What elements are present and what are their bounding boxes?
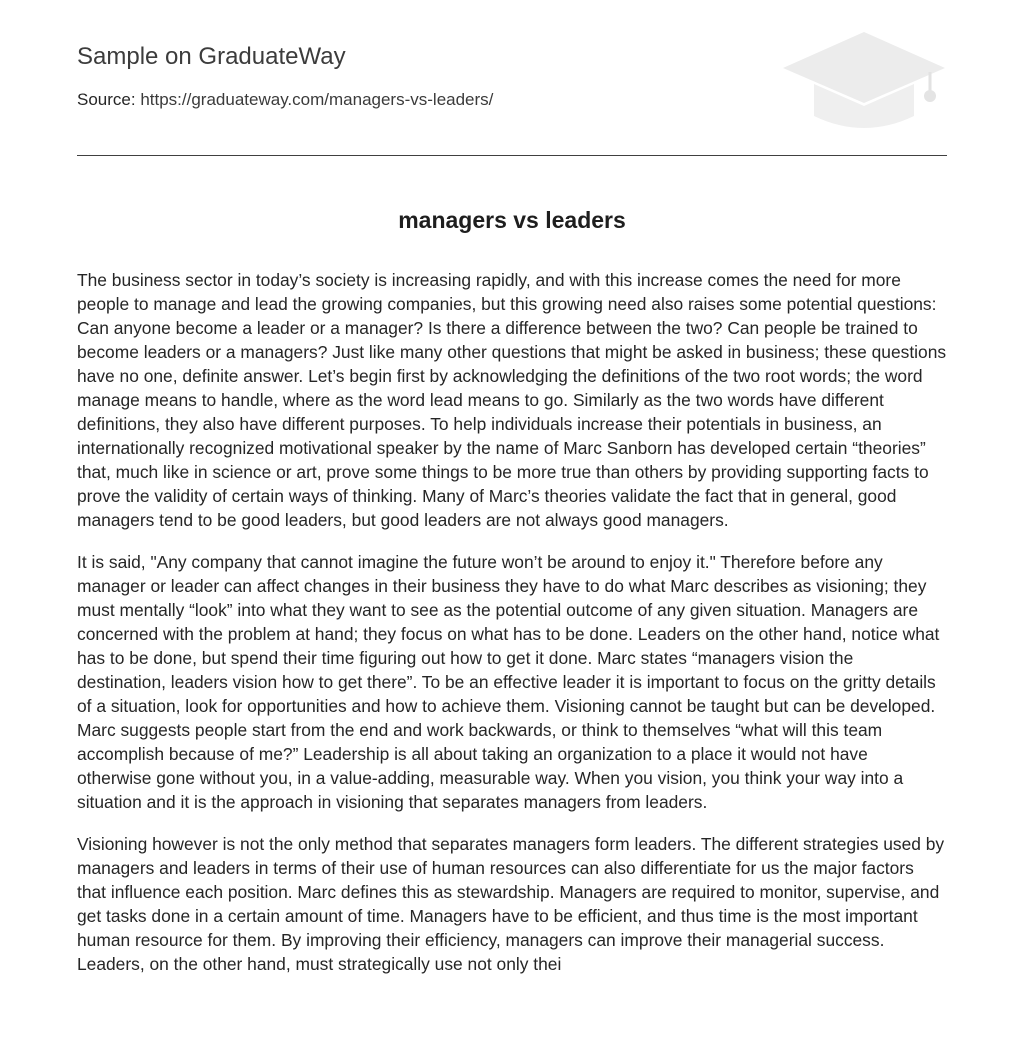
article-title: managers vs leaders: [398, 207, 626, 233]
graduation-cap-icon: [781, 30, 947, 134]
article-paragraph: Visioning however is not the only method that separates managers form leaders. The different strategies used by managers and leaders in terms of their use of human resources can also differentiate for us the major factors that influence each position. Marc defines this as stewardship. Managers are required to monitor, supervise, and get tasks done in a certain amount of time. Managers have to be efficient, and thus time is the most important human resource for them. By improving their efficiency, managers can improve their managerial success. Leaders, on the other hand, must strategically use not only thei: [77, 834, 945, 974]
source-link[interactable]: https://graduateway.com/managers-vs-leaders/: [140, 90, 494, 109]
source-label: Source:: [77, 90, 136, 109]
page-header: [77, 0, 947, 156]
article-paragraph: The business sector in today’s society is increasing rapidly, and with this increase comes the need for more people to manage and lead the growing companies, but this growing need also raises some potential questions: Can anyone become a leader or a manager? Is there a difference between the two? Can people be trained to become leaders or a managers? Just like many other questions that might be asked in business; these questions have no one, definite answer. Let’s begin first by acknowledging the definitions of the two root words; the word manage means to handle, where as the word lead means to go. Similarly as the two words have different definitions, they also have different purposes. To help individuals increase their potentials in business, an internationally recognized motivational speaker by the name of Marc Sanborn has developed certain “theories” that, much like in science or art, prove some things to be more true than others by providing supporting facts to prove the validity of certain ways of thinking. Many of Marc’s theories validate the fact that in general, good managers tend to be good leaders, but good leaders are not always good managers.: [77, 270, 947, 530]
site-title: Sample on GraduateWay: [77, 43, 346, 70]
header-divider: [77, 155, 947, 156]
source-line: [77, 90, 493, 110]
article-paragraph: It is said, "Any company that cannot imagine the future won’t be around to enjoy it." Therefore before any manager or leader can affect changes in their business they have to do what Marc describes as visioning; they must mentally “look” into what they want to see as the potential outcome of any given situation. Managers are concerned with the problem at hand; they focus on what has to be done. Leaders on the other hand, notice what has to be done, but spend their time figuring out how to get it done. Marc states “managers vision the destination, leaders vision how to get there”. To be an effective leader it is important to focus on the gritty details of a situation, look for opportunities and how to achieve them. Visioning cannot be taught but can be developed. Marc suggests people start from the end and work backwards, or think to themselves “what will this team accomplish because of me?” Leadership is all about taking an organization to a place it would not have otherwise gone without you, in a value-adding, measurable way. When you vision, you think your way into a situation and it is the approach in visioning that separates managers from leaders.: [77, 552, 940, 812]
article: [77, 200, 947, 976]
